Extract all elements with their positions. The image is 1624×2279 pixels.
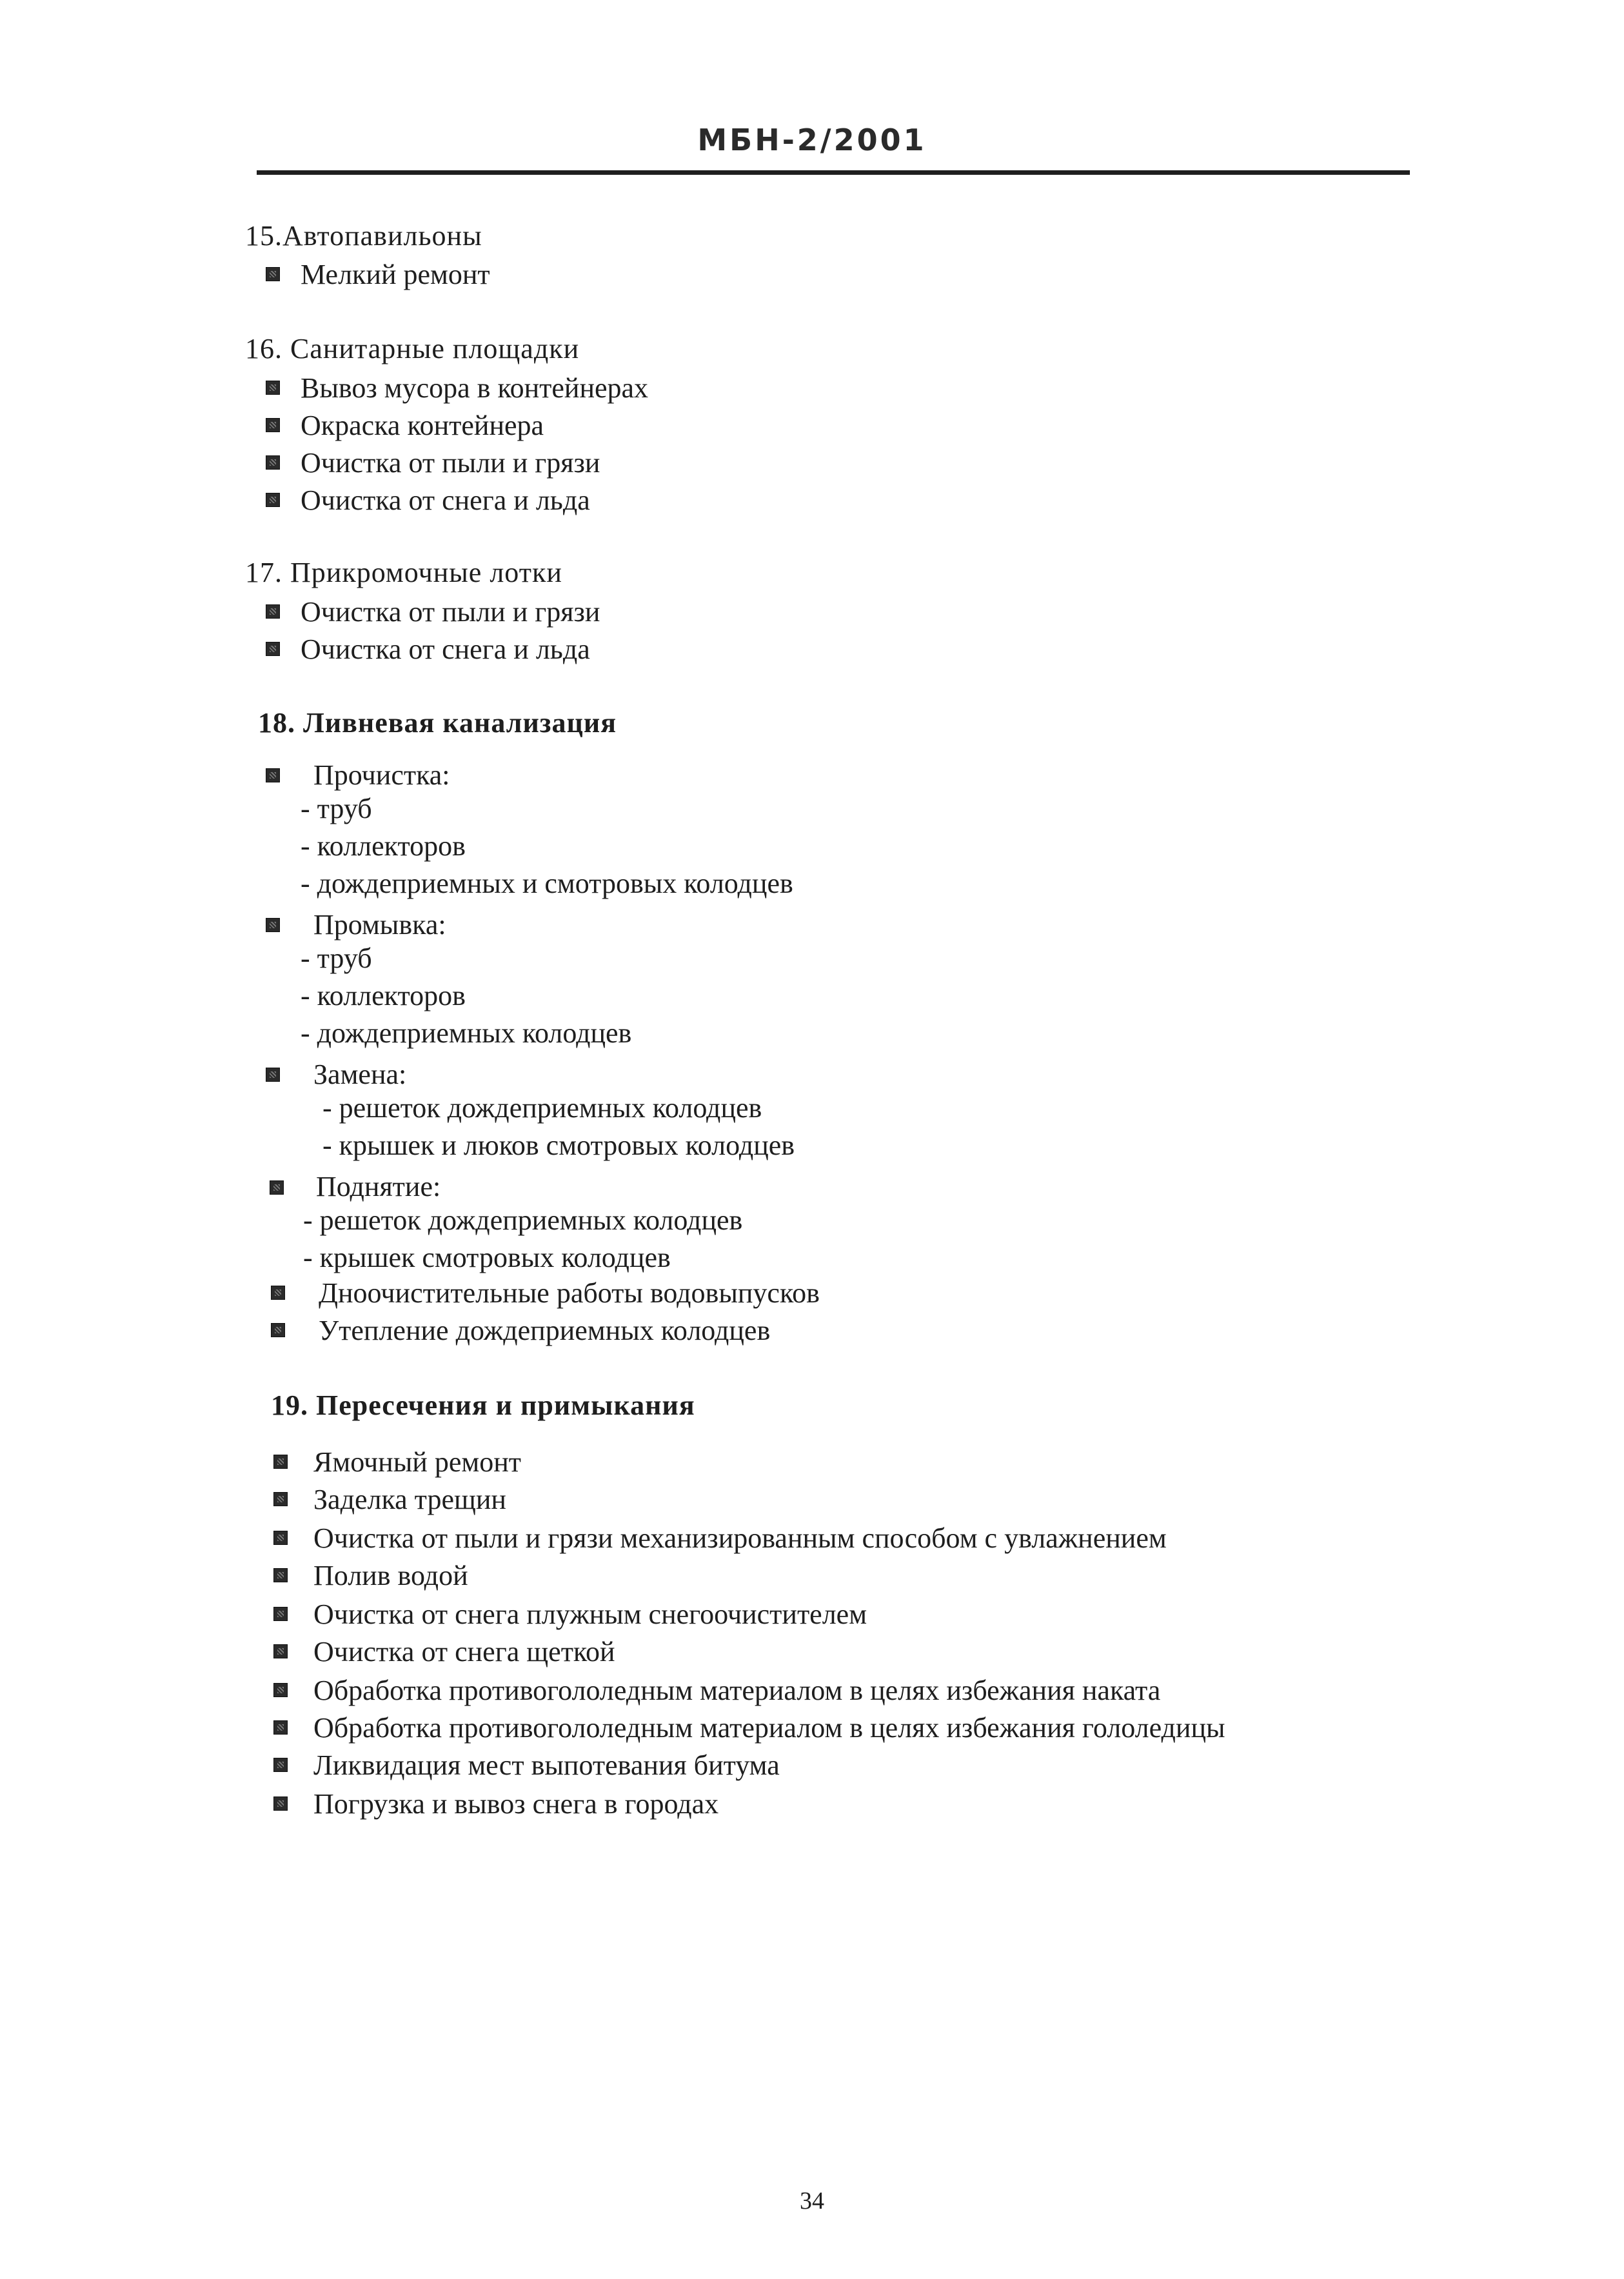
list-item: Очистка от пыли и грязи механизированным способом с увлажнением xyxy=(313,1522,1167,1554)
list-item: Погрузка и вывоз снега в городах xyxy=(313,1788,719,1820)
list-item: Очистка от снега и льда xyxy=(301,484,590,516)
bullet-icon xyxy=(266,418,280,432)
page-number: 34 xyxy=(800,2187,824,2214)
section-19-title: 19. Пересечения и примыкания xyxy=(271,1389,695,1421)
list-item: Прочистка: xyxy=(313,759,450,791)
bullet-icon xyxy=(273,1796,288,1811)
section-18-title: 18. Ливневая канализация xyxy=(258,707,617,739)
list-item: Утепление дождеприемных колодцев xyxy=(319,1315,771,1346)
section-15-title: 15.Автопавильоны xyxy=(245,220,482,252)
bullet-icon xyxy=(271,1286,285,1300)
header-rule xyxy=(257,170,1410,175)
bullet-icon xyxy=(271,1323,285,1337)
sub-item: - крышек смотровых колодцев xyxy=(303,1242,671,1273)
list-item: Очистка от снега плужным снегоочистителем xyxy=(313,1598,867,1630)
list-item: Обработка противогололедным материалом в целях избежания гололедицы xyxy=(313,1712,1225,1744)
bullet-icon xyxy=(266,267,280,281)
bullet-icon xyxy=(266,642,280,656)
sub-item: - труб xyxy=(301,793,372,824)
bullet-icon xyxy=(273,1758,288,1772)
sub-item: - труб xyxy=(301,942,372,974)
list-item: Очистка от снега щеткой xyxy=(313,1636,615,1667)
bullet-icon xyxy=(273,1607,288,1621)
list-item: Ликвидация мест выпотевания битума xyxy=(313,1749,780,1781)
bullet-icon xyxy=(266,604,280,619)
bullet-icon xyxy=(266,1068,280,1082)
list-item: Мелкий ремонт xyxy=(301,259,490,290)
bullet-icon xyxy=(273,1644,288,1658)
list-item: Ямочный ремонт xyxy=(313,1446,521,1478)
bullet-icon xyxy=(273,1683,288,1697)
list-item: Очистка от снега и льда xyxy=(301,633,590,665)
list-item: Заделка трещин xyxy=(313,1484,506,1515)
bullet-icon xyxy=(266,493,280,507)
list-item: Окраска контейнера xyxy=(301,410,544,441)
bullet-icon xyxy=(273,1568,288,1582)
list-item: Вывоз мусора в контейнерах xyxy=(301,372,649,404)
sub-item: - крышек и люков смотровых колодцев xyxy=(322,1130,795,1161)
bullet-icon xyxy=(273,1492,288,1506)
bullet-icon xyxy=(270,1180,284,1195)
list-item: Дноочистительные работы водовыпусков xyxy=(319,1277,820,1309)
list-item: Очистка от пыли и грязи xyxy=(301,596,600,628)
document-header-code: МБН-2/2001 xyxy=(697,123,927,157)
list-item: Очистка от пыли и грязи xyxy=(301,447,600,479)
sub-item: - дождеприемных колодцев xyxy=(301,1017,632,1049)
sub-item: - решеток дождеприемных колодцев xyxy=(322,1092,762,1124)
bullet-icon xyxy=(273,1455,288,1469)
list-item: Полив водой xyxy=(313,1560,468,1591)
bullet-icon xyxy=(273,1720,288,1735)
section-16-title: 16. Санитарные площадки xyxy=(245,333,580,364)
section-17-title: 17. Прикромочные лотки xyxy=(245,557,562,588)
sub-item: - решеток дождеприемных колодцев xyxy=(303,1204,743,1236)
sub-item: - дождеприемных и смотровых колодцев xyxy=(301,868,793,899)
sub-item: - коллекторов xyxy=(301,830,466,862)
list-item: Замена: xyxy=(313,1059,407,1090)
bullet-icon xyxy=(266,918,280,932)
sub-item: - коллекторов xyxy=(301,980,466,1011)
list-item: Поднятие: xyxy=(316,1171,441,1202)
bullet-icon xyxy=(273,1531,288,1545)
bullet-icon xyxy=(266,768,280,782)
list-item: Обработка противогололедным материалом в целях избежания наката xyxy=(313,1675,1161,1706)
list-item: Промывка: xyxy=(313,909,446,940)
bullet-icon xyxy=(266,381,280,395)
bullet-icon xyxy=(266,455,280,470)
